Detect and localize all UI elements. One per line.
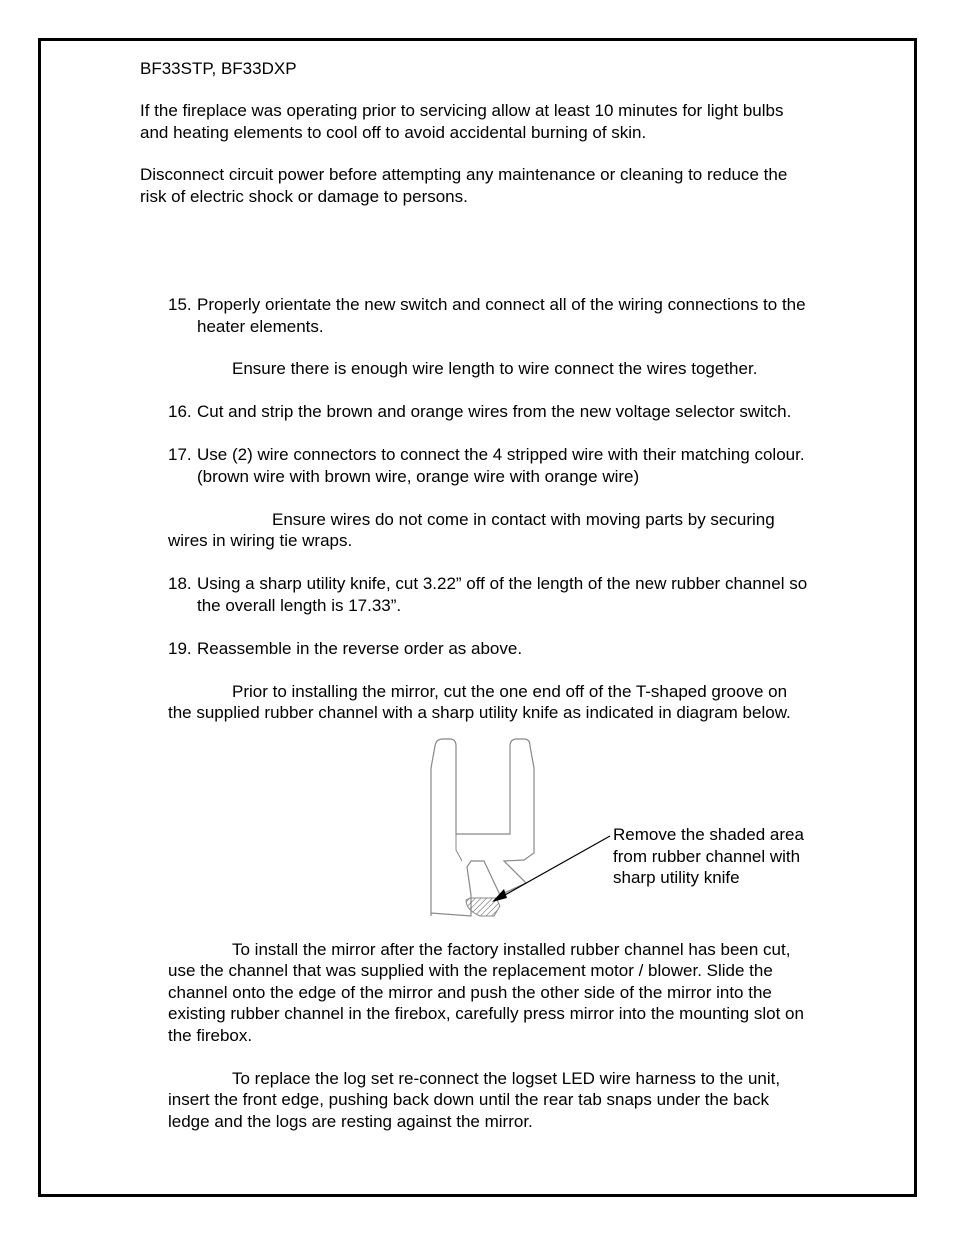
warning-power: Disconnect circuit power before attempting any maintenance or cleaning to reduce the risk of electric shock or damage to persons. xyxy=(140,165,788,206)
step-number: 16. xyxy=(168,402,192,421)
step-text: Reassemble in the reverse order as above. xyxy=(197,639,523,658)
note-install-mirror-rest: use the channel that was supplied with the replacement motor / blower. Slide the channel onto the edge of the mirror and push the other side of the mirror into the existing rubber channel in the firebox, carefully press mirror into the mounting slot on the firebox. xyxy=(168,961,804,1045)
note-install-mirror-1: To install the mirror after the factory installed rubber channel has been cut, xyxy=(232,940,791,959)
callout-arrowhead xyxy=(492,889,507,902)
note-wire-length: Ensure there is enough wire length to wire connect the wires together. xyxy=(232,359,758,378)
note-mirror-prep-1: Prior to installing the mirror, cut the one end off of the T-shaped groove on xyxy=(232,682,788,701)
step-number: 17. xyxy=(168,445,192,464)
step-text: Using a sharp utility knife, cut 3.22” off of the length of the new rubber channel so the overall length is 17.33”. xyxy=(197,574,808,615)
note-logset-rest: insert the front edge, pushing back down until the rear tab snaps under the back ledge and the logs are resting against the mirror. xyxy=(168,1090,770,1131)
note-tie-wraps-1: Ensure wires do not come in contact with moving parts by securing xyxy=(272,510,775,529)
step-text: Cut and strip the brown and orange wires from the new voltage selector switch. xyxy=(197,402,792,421)
note-tie-wraps-2: wires in wiring tie wraps. xyxy=(168,531,353,550)
diagram-callout: Remove the shaded area from rubber channel with sharp utility knife xyxy=(613,825,804,887)
model-header: BF33STP, BF33DXP xyxy=(140,59,297,78)
note-logset-1: To replace the log set re-connect the logset LED wire harness to the unit, xyxy=(232,1069,781,1088)
step-number: 19. xyxy=(168,639,192,658)
note-mirror-prep-2: the supplied rubber channel with a sharp utility knife as indicated in diagram below. xyxy=(168,703,791,722)
callout-arrow-line xyxy=(496,836,610,900)
warning-cooling: If the fireplace was operating prior to servicing allow at least 10 minutes for light bulbs and heating elements to cool off to avoid accidental burning of skin. xyxy=(140,101,784,142)
rubber-channel-diagram xyxy=(400,730,630,930)
rubber-channel-outline xyxy=(431,739,534,916)
rubber-channel-inner xyxy=(456,834,462,861)
step-number: 15. xyxy=(168,295,192,314)
step-text: Use (2) wire connectors to connect the 4 stripped wire with their matching colour. (brown wire with brown wire, orange wire with orange wire) xyxy=(197,445,805,486)
step-number: 18. xyxy=(168,574,192,593)
step-text: Properly orientate the new switch and connect all of the wiring connections to the heater elements. xyxy=(197,295,806,336)
